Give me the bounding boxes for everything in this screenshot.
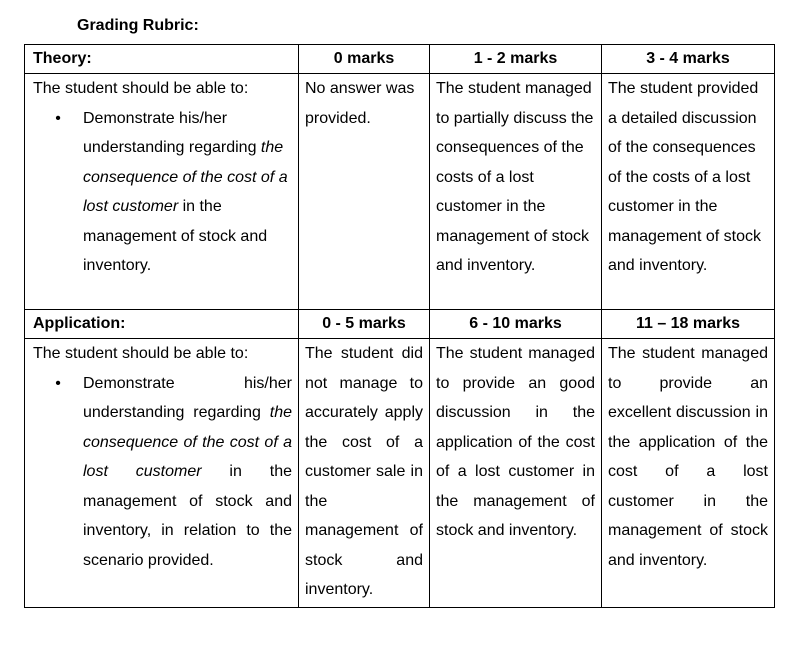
application-band-2-header: 6 - 10 marks — [430, 310, 602, 339]
theory-intro: The student should be able to: — [33, 80, 249, 97]
application-band-2-descriptor: The student managed to provide an good discussion in the application of the cost of a lost customer in the management of stock and inventory. — [430, 339, 602, 608]
theory-band-1-descriptor: No answer was provided. — [299, 74, 430, 310]
theory-band-2-descriptor: The student managed to partially discuss the consequences of the costs of a lost customer in the management of stock and inventory. — [430, 74, 602, 310]
theory-label: Theory: — [25, 45, 299, 74]
theory-bullet — [33, 104, 292, 281]
application-bullet-text: Demonstrate his/her understanding regarding the consequence of the cost of a lost customer in the management of stock and inventory, in relation to the scenario provided. — [83, 374, 292, 569]
application-label: Application: — [25, 310, 299, 339]
theory-band-3-descriptor: The student provided a detailed discussion of the consequences of the costs of a lost customer in the management of stock and inventory. — [602, 74, 775, 310]
application-header-row — [25, 310, 775, 339]
theory-band-2-header: 1 - 2 marks — [430, 45, 602, 74]
theory-body-row — [25, 74, 775, 310]
application-band-3-descriptor: The student managed to provide an excellent discussion in the application of the cost of a lost customer in the management of stock and inventory. — [602, 339, 775, 608]
theory-band-1-header: 0 marks — [299, 45, 430, 74]
bullet-icon: • — [55, 374, 61, 392]
application-body-row — [25, 339, 775, 608]
theory-criterion — [25, 74, 299, 310]
theory-bullet-text: Demonstrate his/her understanding regarding the consequence of the cost of a lost customer in the management of stock and inventory. — [83, 109, 288, 274]
page-title: Grading Rubric: — [77, 17, 199, 34]
application-band-3-header: 11 – 18 marks — [602, 310, 775, 339]
application-bullet-italic: the consequence of the cost of a lost customer — [83, 404, 292, 480]
application-band-1-descriptor: The student did not manage to accurately apply the cost of a customer sale in the management of stock and inventory. — [299, 339, 430, 608]
theory-bullet-italic: the consequence of the cost of a lost customer — [83, 139, 288, 215]
bullet-icon: • — [55, 109, 61, 127]
application-intro: The student should be able to: — [33, 345, 249, 362]
application-bullet — [33, 369, 292, 576]
application-criterion — [25, 339, 299, 608]
rubric-table — [24, 44, 775, 608]
theory-header-row — [25, 45, 775, 74]
theory-band-3-header: 3 - 4 marks — [602, 45, 775, 74]
application-band-1-header: 0 - 5 marks — [299, 310, 430, 339]
